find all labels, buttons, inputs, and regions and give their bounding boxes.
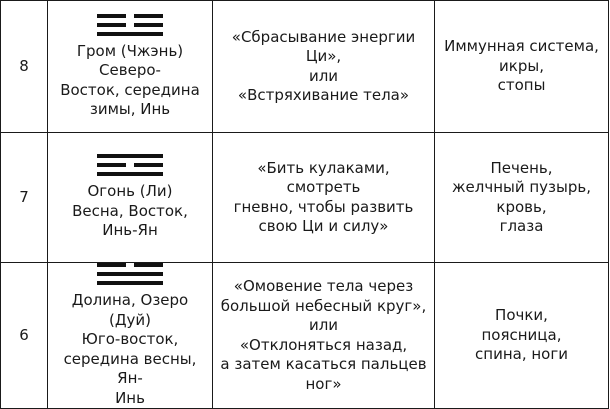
row-number [1, 1, 48, 133]
row-number-text: 8 [19, 56, 29, 75]
table-row [1, 1, 609, 133]
exercise-line: или [308, 66, 339, 85]
trigram-cell [48, 263, 213, 409]
organs-line: глаза [499, 217, 544, 235]
table-row [1, 263, 609, 409]
organs-line: Иммунная система, [444, 37, 599, 56]
exercise-line: «Сбрасывание энергии Ци», [231, 27, 416, 65]
name-line: Огонь (Ли) [87, 182, 173, 201]
exercise-cell [213, 133, 435, 263]
organs-cell [435, 263, 609, 409]
exercise-line: гневно, чтобы развить [233, 197, 414, 216]
organs-cell [435, 1, 609, 133]
row-number-text: 7 [19, 187, 29, 206]
exercise-line: «Омовение тела через [233, 277, 414, 295]
organs-cell [435, 133, 609, 263]
organs-line: желчный пузырь, [452, 178, 591, 196]
name-line: Восток, середина [60, 80, 200, 99]
exercise-line: «Отклоняться назад, [239, 335, 408, 354]
exercise-line: свою Ци и силу» [258, 217, 389, 235]
organs-line: поясница, [481, 325, 562, 344]
organs-line: Печень, [490, 158, 553, 177]
exercise-line: «Встряхивание тела» [237, 86, 410, 104]
trigram-name [54, 291, 206, 408]
organs-line: Почки, [495, 306, 548, 325]
name-line: середина весны, Ян- [63, 349, 197, 387]
row-number [1, 263, 48, 409]
name-line: Весна, Восток, [72, 201, 188, 220]
name-line: Инь-Ян [102, 221, 158, 240]
organs-line: спина, ноги [475, 345, 568, 364]
fire-trigram-icon [54, 154, 206, 176]
exercise-line: «Бить кулаками, смотреть [257, 158, 390, 196]
exercise-line: а затем касаться пальцев [220, 355, 427, 373]
lake-trigram-icon [54, 263, 206, 285]
organs-line: стопы [497, 76, 546, 95]
organs-line: икры, [499, 56, 544, 75]
name-line: Долина, Озеро (Дуй) [71, 291, 189, 329]
row-number [1, 133, 48, 263]
trigram-cell [48, 1, 213, 133]
exercise-line: или [308, 316, 339, 334]
trigram-name [54, 182, 206, 241]
exercise-cell [213, 263, 435, 409]
trigram-cell [48, 133, 213, 263]
exercise-line: ног» [305, 374, 342, 393]
exercise-line: большой небесный круг», [220, 296, 427, 315]
name-line: Гром (Чжэнь) [76, 41, 184, 60]
exercise-cell [213, 1, 435, 133]
name-line: Юго-восток, [81, 330, 179, 348]
thunder-trigram-icon [54, 14, 206, 36]
organs-line: кровь, [496, 197, 547, 216]
name-line: зимы, Инь [89, 100, 171, 118]
trigram-name [54, 42, 206, 120]
table-row [1, 133, 609, 263]
row-number-text: 6 [19, 325, 29, 344]
name-line: Северо- [99, 61, 161, 79]
name-line: Инь [115, 388, 145, 407]
